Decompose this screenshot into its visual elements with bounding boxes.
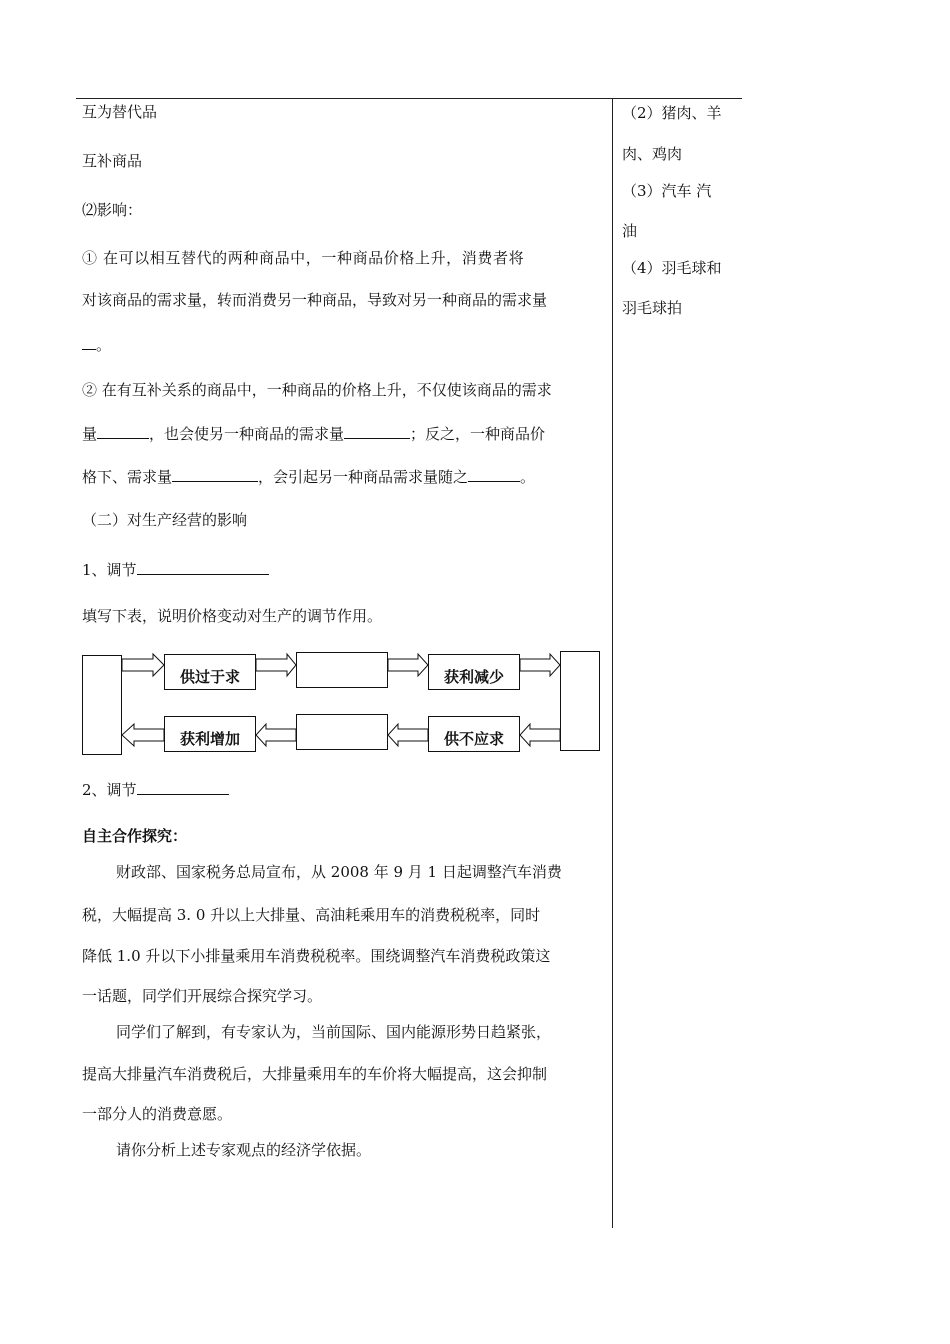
sidebar-line-3: （3）汽车 汽: [622, 182, 712, 200]
diagram-box-oversupply: 供过于求: [164, 654, 256, 690]
paragraph-2-line-1: ② 在有互补关系的商品中，一种商品的价格上升，不仅使该商品的需求: [82, 381, 552, 399]
sidebar-line-6: 羽毛球拍: [622, 299, 683, 317]
diagram-box-profit-increase: 获利增加: [164, 716, 256, 752]
substitute-goods-line: 互为替代品: [82, 103, 158, 121]
complementary-goods-line: 互补商品: [82, 152, 143, 170]
influence-heading: ⑵影响：: [82, 201, 143, 219]
paragraph-1-line-1: ① 在可以相互替代的两种商品中，一种商品价格上升，消费者将: [82, 249, 525, 267]
diagram-box-left[interactable]: [82, 655, 122, 755]
arrow-left-icon: [256, 724, 296, 746]
diagram-box-undersupply: 供不应求: [428, 716, 520, 752]
explore-paragraph-1-line-2: 税，大幅提高 3. 0 升以上大排量、高油耗乘用车的消费税税率，同时: [82, 906, 541, 924]
explore-paragraph-2-line-1: 同学们了解到，有专家认为，当前国际、国内能源形势日趋紧张，: [116, 1023, 552, 1041]
explore-title: 自主合作探究：: [82, 827, 188, 845]
paragraph-1-line-3: 。: [82, 333, 111, 355]
paragraph-2-line-3: 格下、需求量 ，会引起另一种商品需求量随之 。: [82, 465, 535, 487]
diagram-box-profit-decrease: 获利减少: [428, 654, 520, 690]
arrow-right-icon: [520, 654, 560, 676]
diagram-box-bottom-blank[interactable]: [296, 714, 388, 750]
paragraph-1-line-2: 对该商品的需求量，转而消费另一种商品，导致对另一种商品的需求量: [82, 291, 548, 309]
explore-question: 请你分析上述专家观点的经济学依据。: [116, 1141, 372, 1159]
explore-paragraph-2-line-2: 提高大排量汽车消费税后，大排量乘用车的车价将大幅提高，这会抑制: [82, 1065, 548, 1083]
sidebar-line-2: 肉、鸡肉: [622, 145, 683, 163]
table-instruction: 填写下表，说明价格变动对生产的调节作用。: [82, 607, 383, 625]
arrow-right-icon: [122, 654, 164, 676]
sidebar-line-4: 油: [622, 222, 638, 240]
diagram-box-right[interactable]: [560, 651, 600, 751]
paragraph-2-line-2: 量 ，也会使另一种商品的需求量 ；反之，一种商品价: [82, 422, 545, 444]
sidebar-line-1: （2）猪肉、羊: [622, 104, 722, 122]
explore-paragraph-1-line-4: 一话题，同学们开展综合探究学习。: [82, 987, 323, 1005]
section-heading-production: （二）对生产经营的影响: [82, 511, 248, 529]
sidebar-line-5: （4）羽毛球和: [622, 259, 722, 277]
arrow-left-icon: [122, 724, 164, 746]
item-1: 1、调节: [82, 558, 269, 580]
diagram-box-top-blank[interactable]: [296, 652, 388, 688]
arrow-left-icon: [520, 724, 560, 746]
arrow-left-icon: [388, 724, 428, 746]
arrow-right-icon: [256, 654, 296, 676]
arrow-right-icon: [388, 654, 428, 676]
answer-blank[interactable]: [137, 778, 229, 795]
explore-paragraph-1-line-1: 财政部、国家税务总局宣布，从 2008 年 9 月 1 日起调整汽车消费: [116, 863, 562, 881]
explore-paragraph-2-line-3: 一部分人的消费意愿。: [82, 1105, 233, 1123]
item-2: 2、调节: [82, 778, 229, 800]
explore-paragraph-1-line-3: 降低 1.0 升以下小排量乘用车消费税税率。围绕调整汽车消费税政策这: [82, 947, 551, 965]
